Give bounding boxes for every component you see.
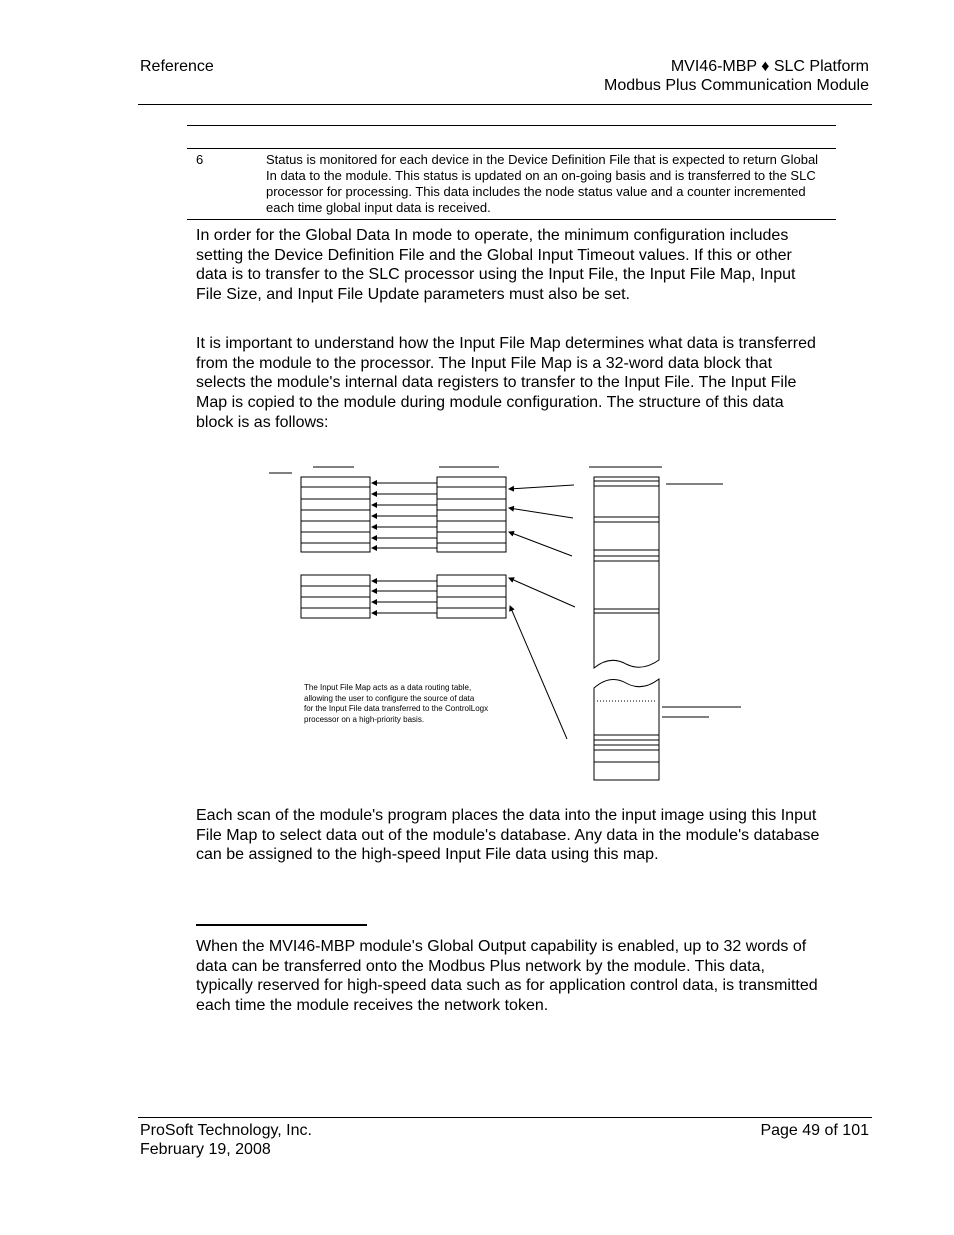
- section-heading-rule: [196, 924, 367, 926]
- table-row-description: Status is monitored for each device in the Device Definition File that is expected to return Global In data to the module. This status is updated on an on-going basis and is transferred to the SLC processor for processing. This data includes the node status value and a counter incremented each time global input data is received.: [266, 152, 819, 215]
- table-row-number: 6: [196, 152, 204, 167]
- input-file-block-top: [301, 477, 370, 552]
- header-right-line2: Modbus Plus Communication Module: [603, 77, 869, 94]
- footer-page-number: Page 49 of 101: [760, 1122, 869, 1139]
- footer-date: February 19, 2008: [140, 1141, 271, 1158]
- footer-rule: [138, 1117, 872, 1118]
- diagram-note: The Input File Map acts as a data routing table, allowing the user to configure the source of data for the Input File data transferred to the ControlLogx processor on a high-priority basis.: [304, 683, 489, 724]
- paragraph-global-data-in: In order for the Global Data In mode to operate, the minimum configuration includes setting the Device Definition File and the Global Input Timeout values. If this or other data is to transfer to the SLC processor using the Input File, the Input File Map, Input File Size, and Input File Update parameters must also be set.: [196, 227, 796, 304]
- paragraph-global-output: When the MVI46-MBP module's Global Output capability is enabled, up to 32 words of data can be transferred onto the Modbus Plus network by the module. This data, typically reserved for high-speed data such as for application control data, is transmitted each time the module receives the network token.: [196, 938, 818, 1015]
- header-left: Reference: [140, 58, 214, 75]
- paragraph-each-scan: Each scan of the module's program places the data into the input image using this Input File Map to select data out of the module's database. Any data in the module's database can be assigned to the high-speed Input File data using this map.: [196, 807, 820, 864]
- paragraph-input-file-map: It is important to understand how the Input File Map determines what data is transferred from the module to the processor. The Input File Map is a 32-word data block that selects the module's internal data registers to transfer to the Input File. The Input File Map is copied to the module during module configuration. The structure of this data block is as follows:: [196, 335, 816, 431]
- footer-company: ProSoft Technology, Inc.: [140, 1122, 312, 1139]
- module-database-upper: [594, 477, 659, 668]
- input-file-map-block-top: [437, 477, 506, 552]
- module-database-lower: [594, 679, 659, 780]
- header-right-line1: MVI46-MBP ♦ SLC Platform: [670, 58, 869, 75]
